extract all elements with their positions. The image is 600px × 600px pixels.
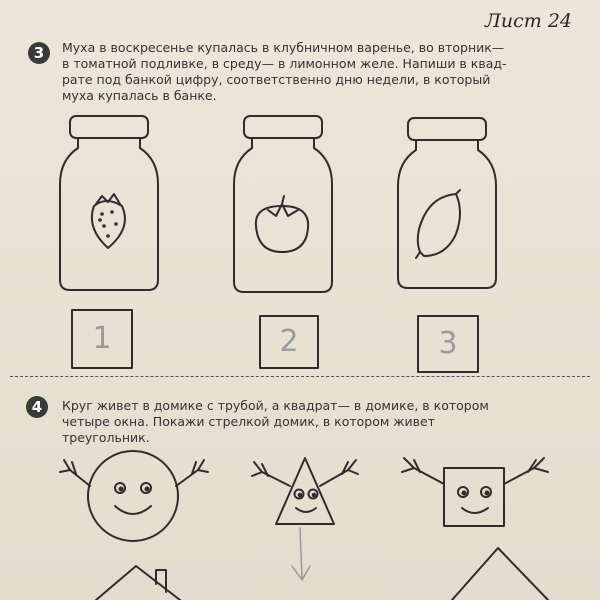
answer-3: 3 — [438, 326, 458, 361]
jar-tomato — [234, 116, 332, 292]
task-3-number: 3 — [28, 42, 50, 64]
sheet-label: Лист 24 — [485, 10, 572, 32]
task-4-text — [62, 398, 542, 446]
answer-1: 1 — [92, 321, 112, 356]
task-3-line: в томатной подливке, в среду— в лимонном желе. Напиши в квад- — [62, 56, 507, 71]
lemon-icon — [416, 190, 460, 258]
task-4-number: 4 — [26, 396, 48, 418]
answer-2: 2 — [279, 324, 299, 359]
circle-character — [60, 451, 208, 541]
task-4-line: четыре окна. Покажи стрелкой домик, в котором живет — [62, 414, 435, 429]
tomato-icon — [256, 196, 308, 252]
house-right — [452, 548, 548, 600]
strawberry-icon — [92, 194, 125, 248]
triangle-character — [252, 458, 358, 580]
section-divider — [10, 376, 590, 377]
square-character — [402, 458, 548, 526]
task-4-line: треугольник. — [62, 430, 150, 445]
task-3-line: рате под банкой цифру, соответственно дню недели, в который — [62, 72, 491, 87]
task-4-line: Круг живет в домике с трубой, а квадрат— в домике, в котором — [62, 398, 489, 413]
task-3-line: Муха в воскресенье купалась в клубничном варенье, во вторник— — [62, 40, 505, 55]
jar-strawberry — [60, 116, 158, 290]
task-3-line: муха купалась в банке. — [62, 88, 217, 103]
house-with-chimney — [96, 566, 180, 600]
jar-lemon — [398, 118, 496, 288]
